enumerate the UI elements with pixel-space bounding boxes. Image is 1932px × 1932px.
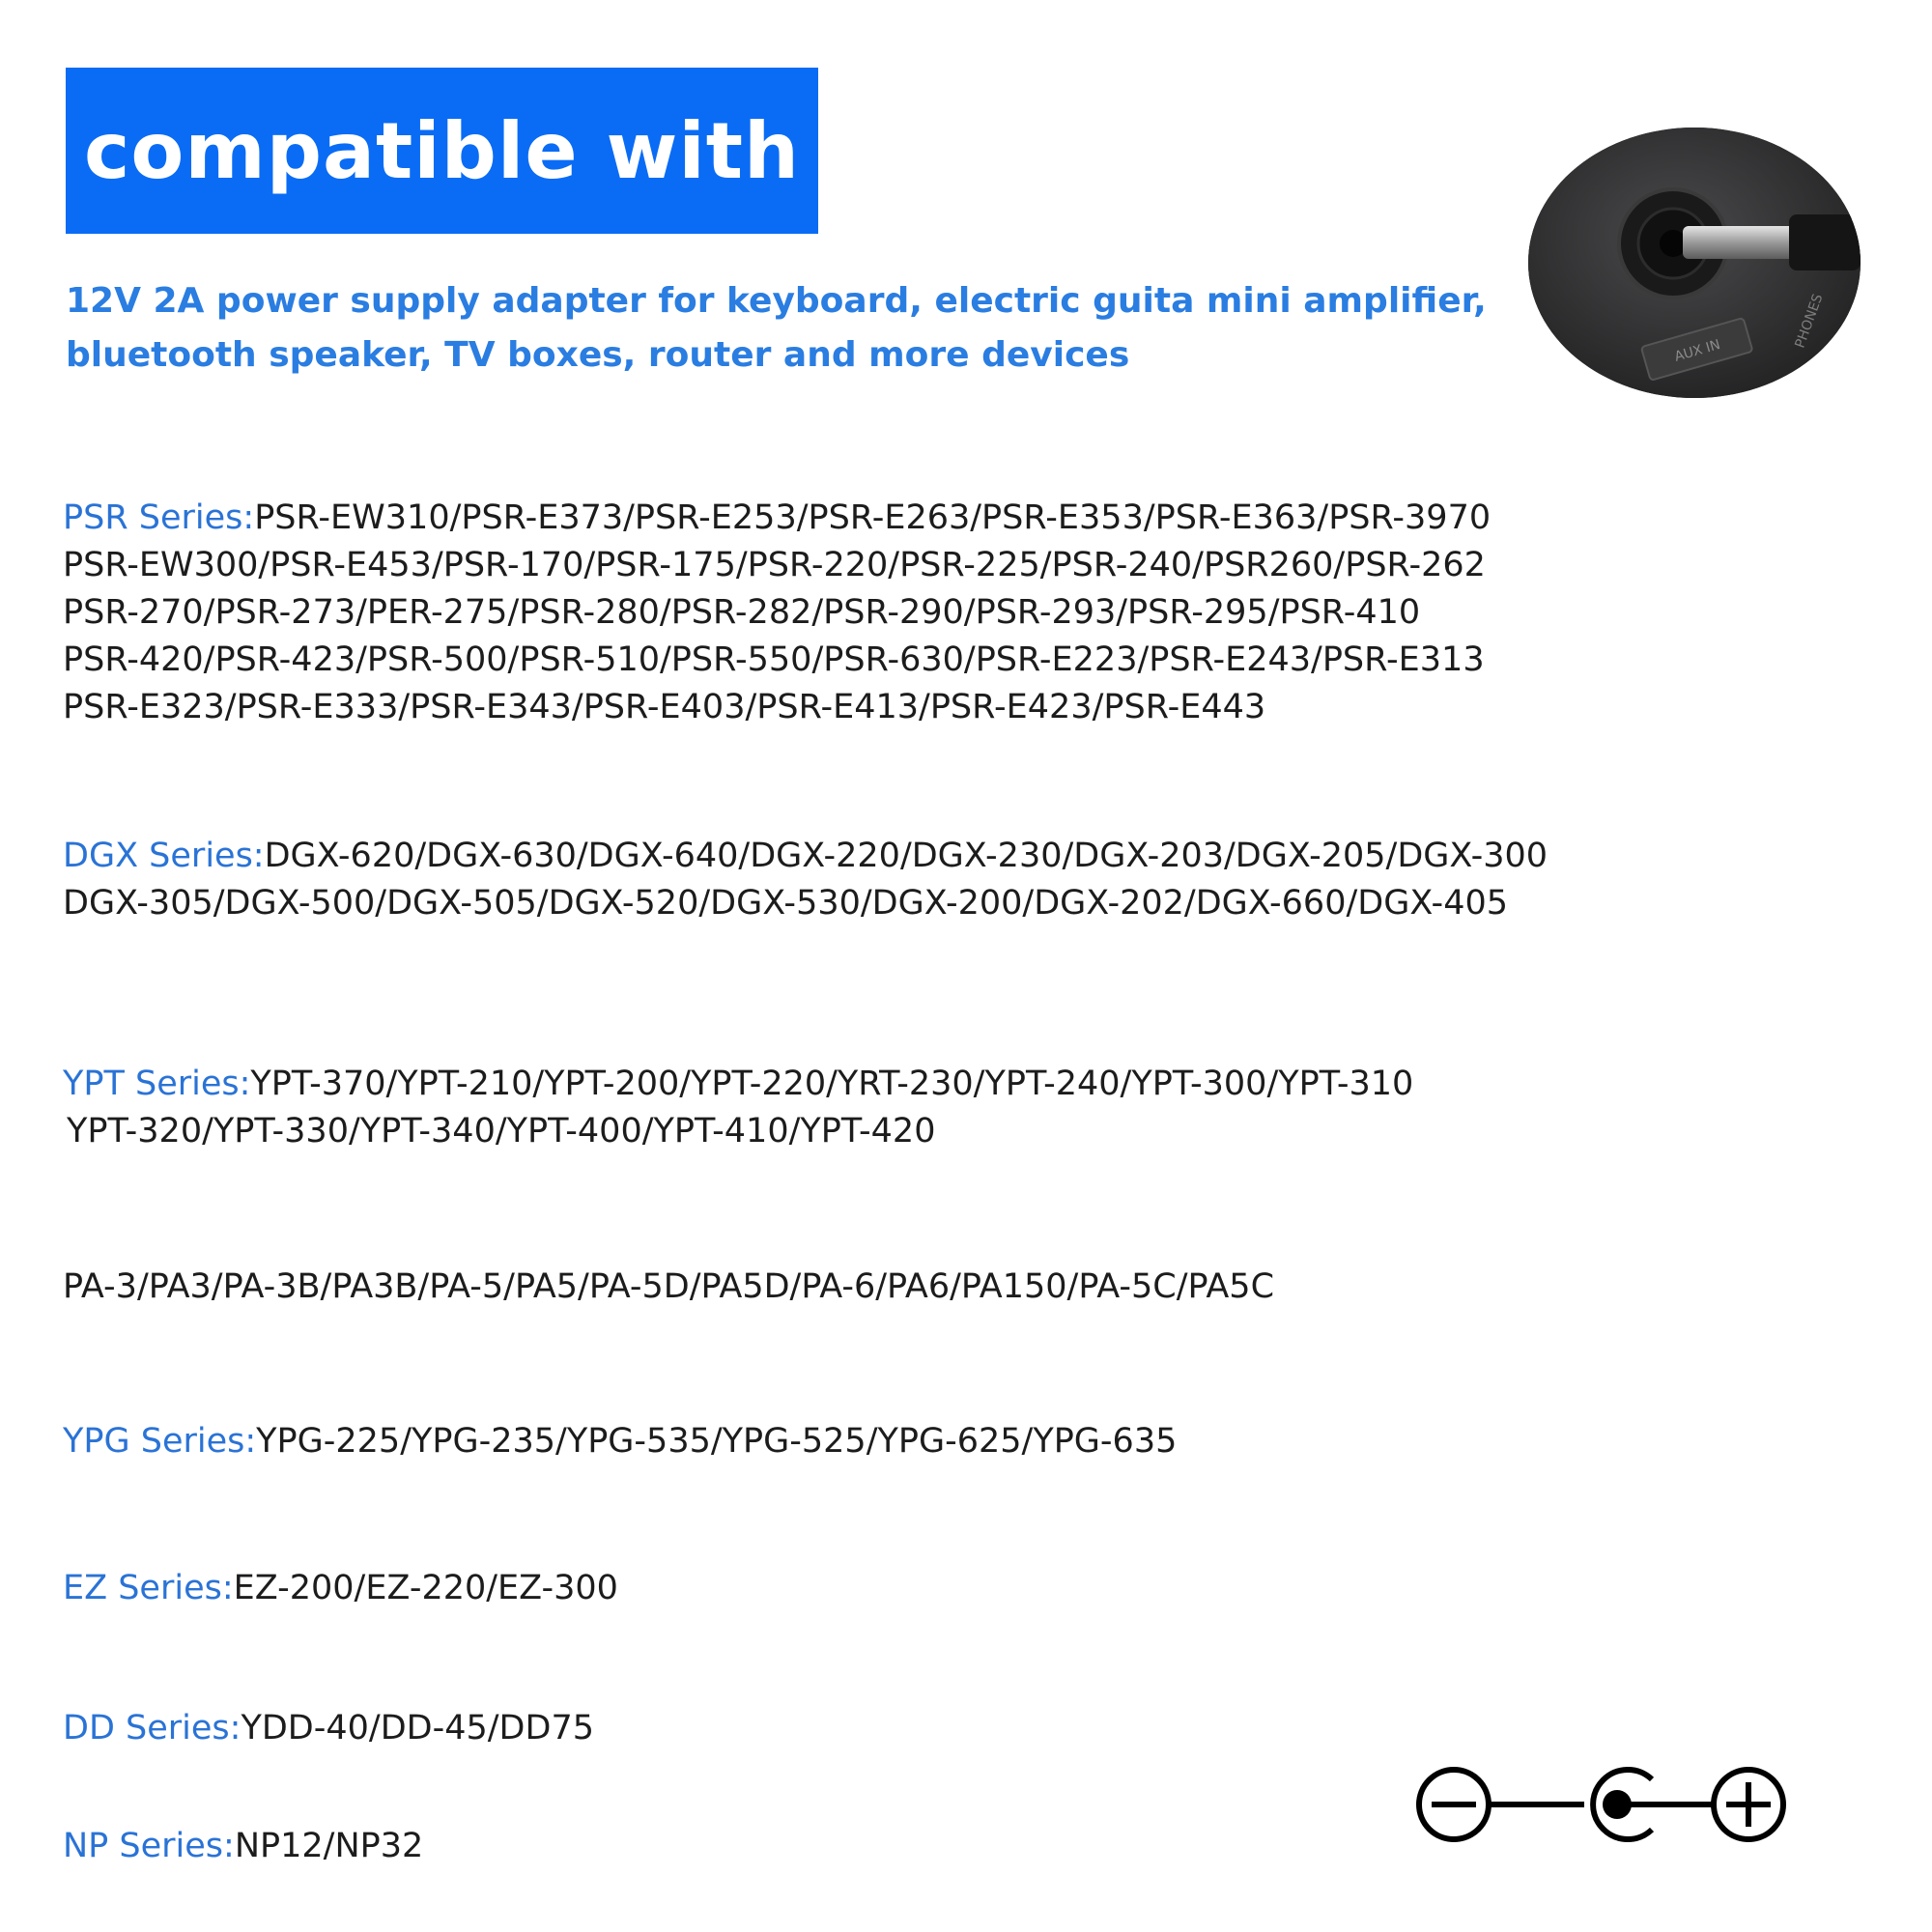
ypt-series [63,1061,1413,1155]
ez-series-label: EZ Series: [63,1569,234,1607]
ypt-series-line-1 [63,1061,1413,1108]
dgx-models-2: DGX-305/DGX-500/DGX-505/DGX-520/DGX-530/DGX-200/DGX-202/DGX-660/DGX-405 [63,884,1508,923]
ez-models: EZ-200/EZ-220/EZ-300 [233,1569,618,1607]
dc-jack-photo-icon [1528,128,1861,398]
ypg-series [63,1418,1177,1465]
svg-text:AUX IN: AUX IN [1672,337,1722,365]
dd-series-line-1 [63,1705,594,1752]
np-models: NP12/NP32 [234,1827,424,1865]
title-banner [66,68,818,234]
dgx-series-label: DGX Series: [63,837,265,875]
pa-adapters [63,1264,1274,1311]
ypg-models: YPG-225/YPG-235/YPG-535/YPG-525/YPG-625/YPG-635 [256,1422,1178,1461]
psr-models-5: PSR-E323/PSR-E333/PSR-E343/PSR-E403/PSR-E413/PSR-E423/PSR-E443 [63,688,1266,726]
dd-models: YDD-40/DD-45/DD75 [241,1709,594,1747]
svg-text:PHONES: PHONES [1792,292,1827,351]
psr-models-3: PSR-270/PSR-273/PER-275/PSR-280/PSR-282/PSR-290/PSR-293/PSR-295/PSR-410 [63,593,1421,632]
ypg-series-line-1 [63,1418,1177,1465]
psr-series-line-1 [63,495,1491,542]
ypt-series-label: YPT Series: [63,1065,251,1103]
ypt-models-1: YPT-370/YPT-210/YPT-200/YPT-220/YRT-230/YPT-240/YPT-300/YPT-310 [250,1065,1414,1103]
ez-series-line-1 [63,1565,618,1612]
psr-models-2: PSR-EW300/PSR-E453/PSR-170/PSR-175/PSR-220/PSR-225/PSR-240/PSR260/PSR-262 [63,546,1486,584]
ypt-models-2: YPT-320/YPT-330/YPT-340/YPT-400/YPT-410/YPT-420 [67,1112,936,1151]
banner-title: compatible with [84,105,800,196]
description-line-2: bluetooth speaker, TV boxes, router and more devices [66,335,1130,375]
dd-series [63,1705,594,1752]
dgx-series [63,833,1548,927]
psr-models-4: PSR-420/PSR-423/PSR-500/PSR-510/PSR-550/PSR-630/PSR-E223/PSR-E243/PSR-E313 [63,640,1485,679]
np-series [63,1823,423,1870]
description-line-1: 12V 2A power supply adapter for keyboard, electric guita mini amplifier, [66,281,1487,321]
ez-series [63,1565,618,1612]
np-series-label: NP Series: [63,1827,235,1865]
psr-series-label: PSR Series: [63,498,255,537]
dgx-series-line-1 [63,833,1548,880]
product-description [66,274,1487,383]
dd-series-label: DD Series: [63,1709,242,1747]
pa-models: PA-3/PA3/PA-3B/PA3B/PA-5/PA5/PA-5D/PA5D/PA-6/PA6/PA150/PA-5C/PA5C [63,1267,1275,1306]
psr-models-1: PSR-EW310/PSR-E373/PSR-E253/PSR-E263/PSR-E353/PSR-E363/PSR-3970 [254,498,1492,537]
center-positive-polarity-icon [1410,1758,1845,1855]
psr-series [63,495,1491,731]
dgx-models-1: DGX-620/DGX-630/DGX-640/DGX-220/DGX-230/DGX-203/DGX-205/DGX-300 [264,837,1548,875]
np-series-line-1 [63,1823,423,1870]
ypg-series-label: YPG Series: [63,1422,257,1461]
